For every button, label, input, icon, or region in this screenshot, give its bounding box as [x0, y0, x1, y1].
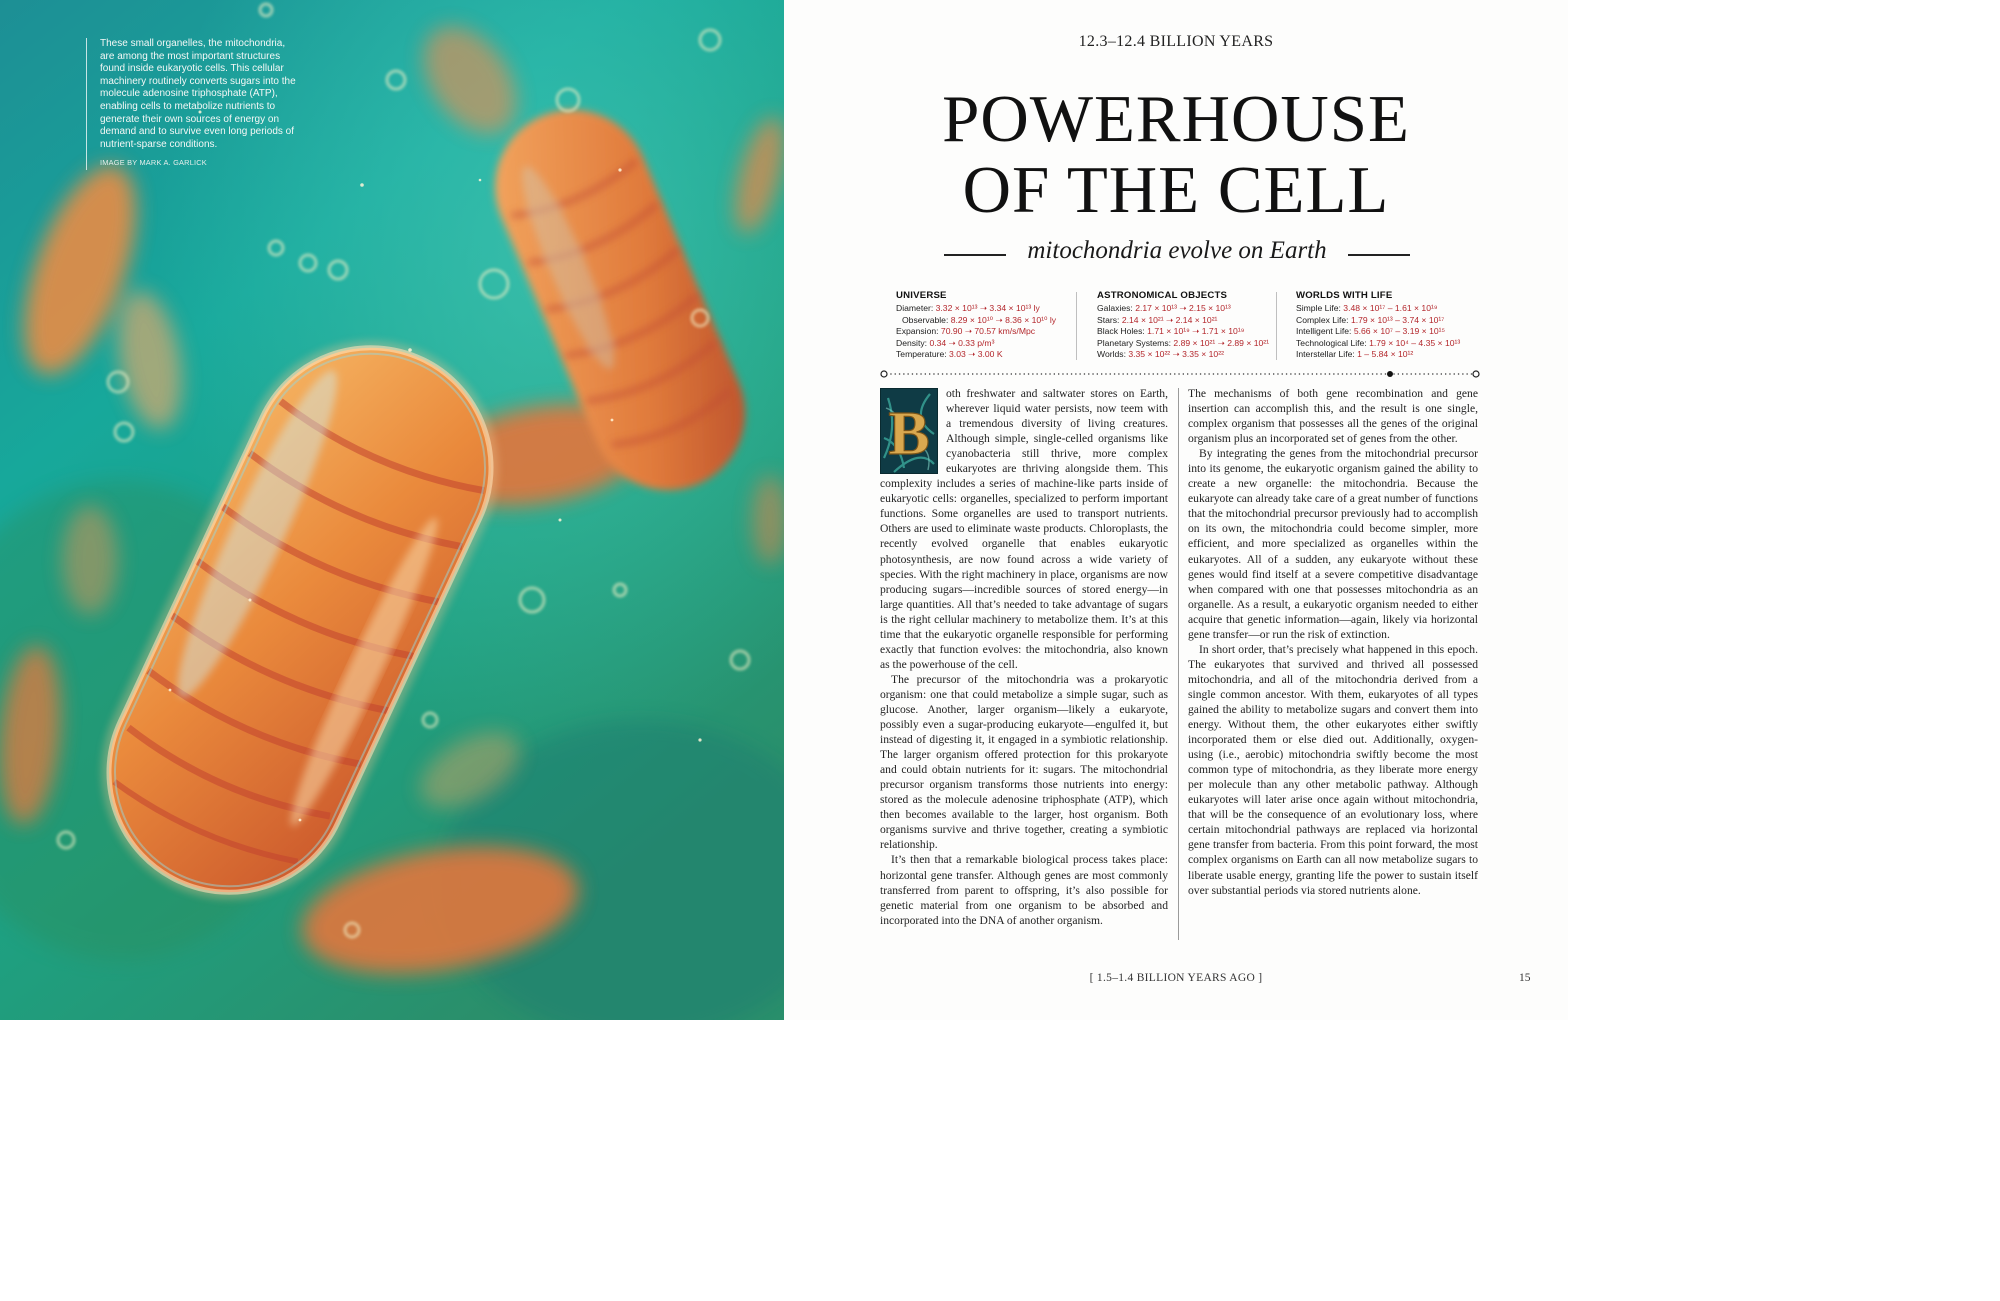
stat-row	[896, 315, 1074, 327]
stats-divider	[1076, 292, 1077, 360]
page-number: 15	[1519, 972, 1531, 984]
stat-label: Planetary Systems:	[1097, 337, 1174, 348]
stat-value: 3.03 ➝ 3.00 K	[949, 349, 1003, 360]
body-column-right	[1188, 386, 1478, 898]
page-title-line-2: OF THE CELL	[962, 153, 1390, 227]
stat-value: 2.17 × 10¹³ ➝ 2.15 × 10¹³	[1135, 303, 1231, 313]
stats-universe	[896, 290, 1074, 361]
stat-value: 3.32 × 10¹³ ➝ 3.34 × 10¹³ ly	[935, 303, 1040, 313]
stat-row	[1296, 303, 1486, 315]
stat-label: Complex Life:	[1296, 314, 1351, 325]
mitochondria-illustration	[0, 0, 784, 1020]
stat-label: Galaxies:	[1097, 303, 1136, 313]
stat-label: Density:	[896, 337, 930, 348]
timeline-divider	[880, 368, 1480, 380]
stat-value: 3.48 × 10¹⁷ – 1.61 × 10¹⁹	[1343, 303, 1438, 313]
stat-value: 1 – 5.84 × 10¹²	[1357, 349, 1414, 360]
stat-value: 2.89 × 10²¹ ➝ 2.89 × 10²¹	[1173, 337, 1270, 348]
stats-astronomical-heading: ASTRONOMICAL OBJECTS	[1097, 290, 1228, 301]
stats-worlds-heading: WORLDS WITH LIFE	[1296, 290, 1393, 301]
subtitle-block	[944, 237, 1410, 271]
stat-row	[1097, 349, 1275, 361]
stat-row	[1296, 349, 1486, 361]
stat-value: 3.35 × 10²² ➝ 3.35 × 10²²	[1128, 349, 1224, 360]
paragraph-1	[880, 386, 1168, 672]
stat-label: Temperature:	[896, 349, 950, 360]
paragraph-5: By integrating the genes from the mitochondrial precursor into its genome, the eukaryotic organism gained the ability to create a new organelle: the mitochondria. Because the eukaryote can already take care of a great number of functions that the mitochondrial precursor previously had to accomplish on its own, the mitochondria could become simpler, more efficient, and more specialized as organelles within the eukaryotes. All of a sudden, any eukaryote without these genes would find itself at a severe competitive disadvantage when compared with one that possesses mitochondria as an organelle. As a result, a eukaryotic organism needed to either acquire that genetic information—again, likely via horizontal gene transfer—or run the risk of extinction.	[1188, 447, 1478, 641]
stat-row	[896, 326, 1074, 338]
stat-value: 1.71 × 10¹⁹ ➝ 1.71 × 10¹⁹	[1147, 326, 1245, 337]
image-caption	[86, 38, 296, 170]
stat-row	[1296, 338, 1486, 350]
stat-value: 70.90 ➝ 70.57 km/s/Mpc	[940, 326, 1036, 337]
stat-value: 1.79 × 10¹³ – 3.74 × 10¹⁷	[1350, 314, 1445, 325]
stat-row	[1097, 326, 1275, 338]
stat-label: Worlds:	[1097, 349, 1129, 360]
body-column-left	[880, 386, 1168, 928]
column-divider	[1178, 388, 1179, 940]
caption-text: These small organelles, the mitochondria, are among the most important structures found inside eukaryotic cells. This cellular machinery routinely converts sugars into the molecule adenosine triphosphate (ATP), enabling cells to metabolize nutrients to generate their own sources of energy on demand and to survive even long periods of nutrient-sparse conditions.	[100, 38, 296, 150]
stat-value: 5.66 × 10⁷ – 3.19 × 10¹⁵	[1353, 326, 1446, 337]
paragraph-2: The precursor of the mitochondria was a prokaryotic organism: one that could metabolize a simple sugar, such as glucose. Another, larger organism—likely a eukaryote, possibly even a sugar-producing eukaryote—engulfed it, but instead of digesting it, it engaged in a symbiotic relationship. The larger organism offered protection for this prokaryote and could obtain nutrients for it: sugars. The mitochondrial precursor organism transforms those nutrients into energy: stored as the molecule adenosine triphosphate (ATP), which then becomes available to the larger, host organism. Both organisms survive and thrive together, creating a symbiotic relationship.	[880, 672, 1168, 852]
stat-row	[1097, 303, 1275, 315]
footer-range: [ 1.5–1.4 BILLION YEARS AGO ]	[1089, 972, 1263, 984]
stat-label: Technological Life:	[1296, 337, 1370, 348]
stats-worlds	[1296, 290, 1486, 361]
stats-astronomical	[1097, 290, 1275, 361]
stat-row	[1097, 338, 1275, 350]
stat-row	[1296, 326, 1486, 338]
stat-row	[1296, 315, 1486, 327]
image-credit: IMAGE BY MARK A. GARLICK	[100, 158, 207, 168]
timeline-start-marker	[881, 371, 887, 377]
stat-label: Expansion:	[896, 326, 941, 337]
stat-value: 0.34 ➝ 0.33 p/m³	[929, 337, 995, 348]
stat-row	[896, 338, 1074, 350]
stat-label: Simple Life:	[1296, 303, 1344, 313]
stat-row	[1097, 315, 1275, 327]
stats-divider	[1276, 292, 1277, 360]
paragraph-6: In short order, that’s precisely what happened in this epoch. The eukaryotes that survived and thrived all possessed mitochondria, and all of the mitochondria derived from a single common ancestor. With them, eukaryotes of all types gained the ability to metabolize sugars and convert them into energy. Without them, the other eukaryotes either swiftly incorporated them or else died out. Additionally, oxygen-using (i.e., aerobic) mitochondria swiftly become the most common type of mitochondria, as they liberate more energy per molecule than any other metabolic pathway. Although eukaryotes will later arise once again without mitochondria, that will be the consequence of an evolutionary loss, where certain mitochondrial pathways are replaced via horizontal gene transfer from bacteria. From this point forward, the most complex organisms on Earth can all now metabolize sugars to liberate usable energy, granting life the power to sustain itself over substantial periods via stored nutrients alone.	[1188, 642, 1478, 897]
page-subtitle: mitochondria evolve on Earth	[1027, 237, 1327, 264]
stat-label: Intelligent Life:	[1296, 326, 1354, 337]
stat-row	[896, 349, 1074, 361]
timeline-end-marker	[1473, 371, 1479, 377]
stat-row	[896, 303, 1074, 315]
timeline-current-marker	[1387, 371, 1393, 377]
stat-label: Interstellar Life:	[1296, 349, 1358, 360]
stat-label: Diameter:	[896, 303, 936, 313]
stat-value: 1.79 × 10⁴ – 4.35 × 10¹³	[1369, 337, 1461, 348]
paragraph-4: The mechanisms of both gene recombination and gene insertion can accomplish this, and the result is one single, complex organism that possesses all the genes of the original organism plus an incorporated set of genes from the other.	[1188, 387, 1478, 446]
dropcap-glyph: B	[888, 400, 930, 468]
dropcap-letter-b	[880, 388, 938, 474]
paragraph-1-text: oth freshwater and saltwater stores on Earth, wherever liquid water persists, now teem with a tremendous diversity of living creatures. Although simple, single-celled organisms like cyanobacteria still thrive, more complex eukaryotes are thriving alongside them. This complexity includes a series of machine-like parts inside of eukaryotic cells: organelles, specialized to perform important functions. Some organelles are used to transport nutrients. Others are used to eliminate waste products. Chloroplasts, the recently evolved organelle that enables eukaryotic photosynthesis, are now found across a wide variety of species. With the right machinery in place, organisms are now producing sugars—incredible sources of stored energy—in large quantities. All that’s needed to take advantage of sugars is the right cellular machinery to metabolize them. It’s at this time that the eukaryotic organelle responsible for performing exactly that function evolves: the mitochondria, also known as the powerhouse of the cell.	[880, 387, 1168, 671]
stat-value: 8.29 × 10¹⁰ ➝ 8.36 × 10¹⁰ ly	[950, 314, 1057, 325]
article-page	[784, 0, 1568, 1020]
era-heading: 12.3–12.4 BILLION YEARS	[1078, 33, 1274, 50]
stat-label: Black Holes:	[1097, 326, 1148, 337]
paragraph-3: It’s then that a remarkable biological process takes place: horizontal gene transfer. Although genes are most commonly transferred from parent to offspring, it’s also possible for genetic material from one organism to be absorbed and incorporated into the DNA of another organism.	[880, 853, 1168, 927]
stat-label: Observable:	[902, 314, 951, 325]
subtitle-rule-right	[1348, 254, 1410, 256]
page-title-line-1: POWERHOUSE	[942, 82, 1410, 156]
stat-value: 2.14 × 10²¹ ➝ 2.14 × 10²¹	[1121, 314, 1218, 325]
stats-universe-heading: UNIVERSE	[896, 290, 947, 301]
stat-label: Stars:	[1097, 314, 1122, 325]
